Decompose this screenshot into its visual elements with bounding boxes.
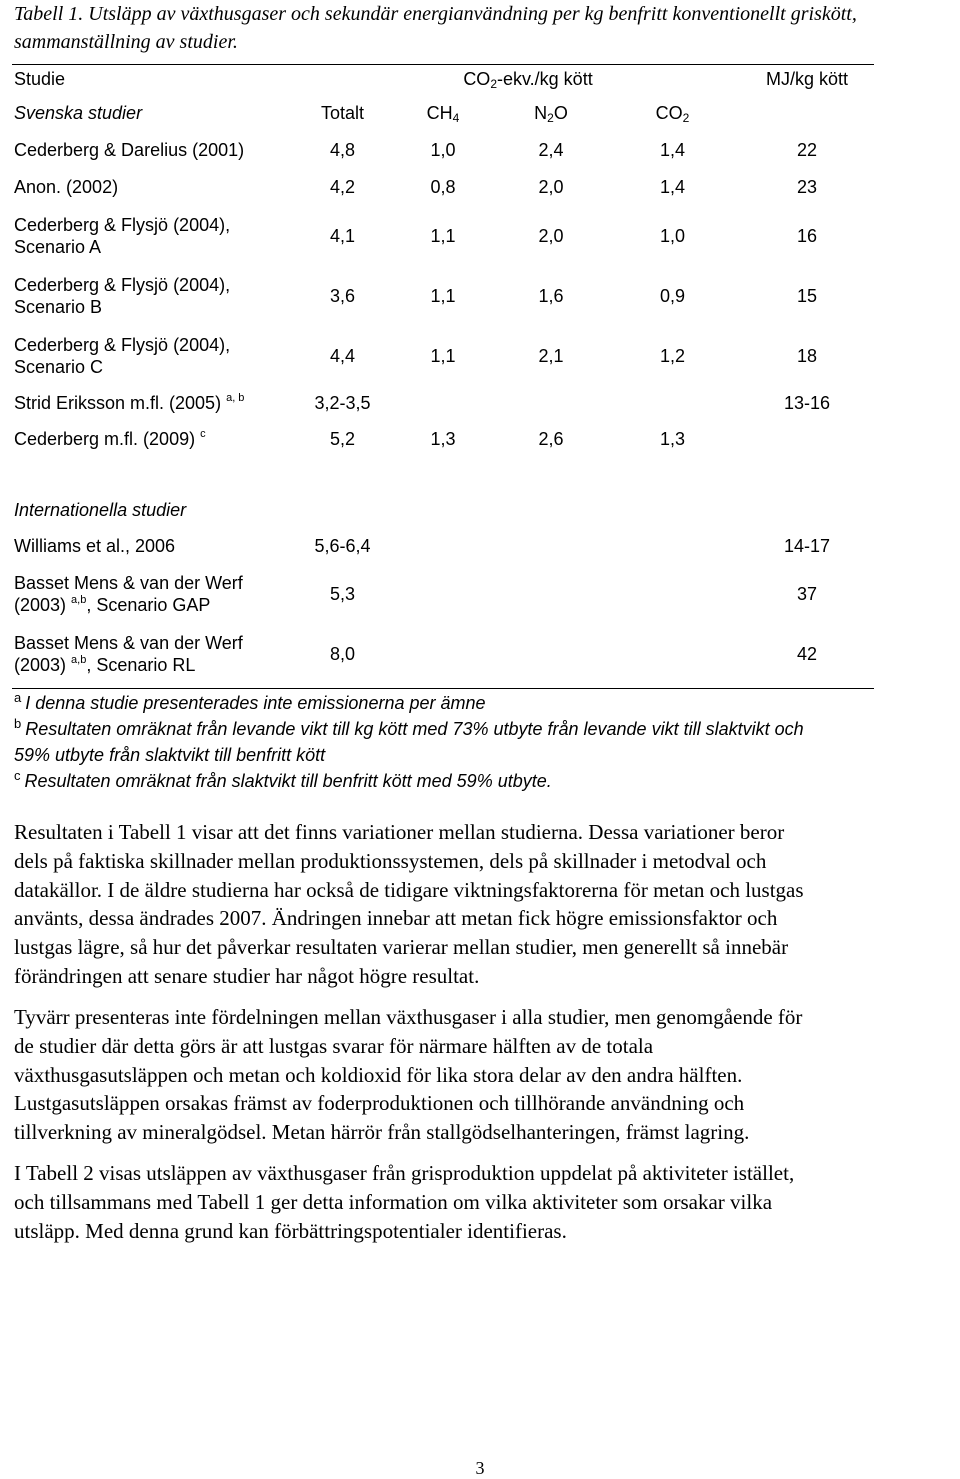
cell-ch4: 1,1 bbox=[430, 345, 456, 366]
cell-totalt: 5,6-6,4 bbox=[314, 535, 371, 556]
row-label: Cederberg & Flysjö (2004), Scenario A bbox=[14, 215, 231, 257]
group-row bbox=[14, 492, 874, 528]
page-number: 3 bbox=[475, 1458, 485, 1478]
header-co2ekv: $CO_2-ekv./kg$ kött bbox=[463, 68, 593, 91]
cell-totalt: 4,8 bbox=[329, 140, 356, 160]
col-totalt: Totalt bbox=[320, 102, 365, 123]
cell-totalt: 3,6 bbox=[329, 285, 356, 306]
paragraph-line: utsläpp. Med denna grund kan förbättringspotentialer identifieras. bbox=[14, 1218, 567, 1243]
table-row bbox=[14, 326, 874, 386]
header-mj: MJ/kg kött bbox=[766, 68, 849, 89]
table-header-row bbox=[14, 64, 874, 94]
paragraph-line: använts, dessa ändrades 2007. Ändringen innebar att metan fick högre emissionsfaktor och bbox=[14, 906, 778, 931]
table-row bbox=[14, 169, 874, 206]
cell-ch4: 1,3 bbox=[430, 428, 456, 449]
cell-co2: 1,3 bbox=[659, 428, 686, 449]
paragraph-line: de studier där detta görs är att lustgas svarar för närmare hälften av de totala bbox=[14, 1033, 654, 1058]
row-label: Cederberg & Darelius (2001) bbox=[14, 140, 245, 160]
footnote-a: $^a$ I denna studie presenterades inte emissionerna per ämne bbox=[14, 690, 486, 713]
cell-n2o: 2,6 bbox=[538, 428, 564, 449]
row-label: Anon. (2002) bbox=[14, 177, 119, 197]
row-label: Cederberg & Flysjö (2004), Scenario C bbox=[14, 335, 231, 377]
paragraph-line: Tyvärr presenteras inte fördelningen mellan växthusgaser i alla studier, men genomgående för bbox=[14, 1005, 803, 1029]
header-studie: Studie bbox=[14, 68, 66, 89]
table-row bbox=[14, 206, 874, 266]
paragraph-2 bbox=[14, 1003, 949, 1147]
footnote-b: $^b$ Resultaten omräknat från levande vikt till kg kött med 73% utbyte från levande vikt till slaktvikt och bbox=[14, 716, 804, 739]
paragraph-3 bbox=[14, 1159, 949, 1245]
cell-totalt: 5,3 bbox=[329, 583, 356, 604]
paragraph-line: I Tabell 2 visas utsläppen av växthusgaser från grisproduktion uppdelat på aktiviteter istället, bbox=[14, 1161, 795, 1185]
table-row bbox=[14, 420, 874, 458]
paragraph-line: Resultaten i Tabell 1 visar att det finns variationer mellan studierna. Dessa variationer beror bbox=[14, 820, 785, 844]
cell-co2: 1,4 bbox=[659, 140, 686, 160]
cell-n2o: 2,1 bbox=[538, 345, 564, 366]
emissions-table bbox=[14, 64, 874, 684]
cell-mj: 22 bbox=[797, 140, 818, 160]
footnote-b-cont: 59% utbyte från slaktvikt till benfritt kött bbox=[14, 745, 326, 765]
group-international: Internationella studier bbox=[14, 499, 187, 520]
row-label: Williams et al., 2006 bbox=[14, 535, 176, 556]
table-row bbox=[14, 132, 874, 169]
cell-n2o: 2,0 bbox=[538, 225, 564, 246]
cell-totalt: 5,2 bbox=[329, 428, 356, 449]
cell-ch4: 1,1 bbox=[430, 285, 456, 306]
cell-mj bbox=[740, 420, 874, 458]
table-row bbox=[14, 386, 874, 420]
table-row bbox=[14, 528, 874, 564]
cell-totalt: 4,2 bbox=[329, 177, 356, 197]
paragraph-line: förändringen att senare studier har något högre resultat. bbox=[14, 963, 480, 988]
table-caption: Tabell 1. Utsläpp av växthusgaser och sekundär energianvändning per kg benfritt konventionellt griskött, sammanställning av studier. bbox=[14, 3, 857, 53]
cell-co2: 1,4 bbox=[659, 177, 686, 197]
paragraph-line: tillverkning av mineralgödsel. Metan härrör från stallgödselhanteringen, främst lagring. bbox=[14, 1120, 750, 1145]
cell-mj: 13-16 bbox=[783, 392, 831, 413]
paragraph-line: dels på faktiska skillnader mellan produktionssystemen, dels på skillnader i metodval och bbox=[14, 848, 767, 873]
cell-co2: 0,9 bbox=[659, 285, 686, 306]
cell-ch4 bbox=[389, 386, 497, 420]
col-n2o: $N_2O$ bbox=[534, 102, 568, 125]
paragraph-line: och tillsammans med Tabell 1 ger detta information om vilka aktiviteter som orsakar vilka bbox=[14, 1189, 773, 1214]
cell-mj: 37 bbox=[797, 583, 818, 604]
cell-co2 bbox=[605, 386, 740, 420]
table-bottom-rule bbox=[12, 688, 874, 689]
group-swedish: Svenska studier bbox=[14, 102, 143, 123]
cell-ch4: 1,1 bbox=[430, 225, 456, 246]
col-ch4: $CH_4$ bbox=[426, 102, 460, 125]
paragraph-1 bbox=[14, 818, 949, 991]
table-footnotes bbox=[14, 690, 959, 794]
cell-co2: 1,2 bbox=[659, 345, 686, 366]
cell-mj: 14-17 bbox=[783, 535, 831, 556]
cell-totalt: 3,2-3,5 bbox=[314, 392, 371, 413]
paragraph-line: lustgas lägre, så hur det påverkar resultaten varierar mellan studier, men generellt så innebär bbox=[14, 935, 789, 960]
col-co2: $CO_2$ bbox=[655, 102, 690, 125]
footnote-c: $^c$ Resultaten omräknat från slaktvikt till benfritt kött med 59% utbyte. bbox=[14, 768, 552, 791]
cell-ch4: 1,0 bbox=[430, 140, 456, 160]
cell-mj: 42 bbox=[797, 643, 818, 664]
cell-n2o: 2,4 bbox=[538, 140, 564, 160]
table-row bbox=[14, 564, 874, 624]
cell-n2o: 1,6 bbox=[538, 285, 564, 306]
row-label: Basset Mens & van der Werf (2003) $^{a,b}$, Scenario GAP bbox=[14, 573, 243, 615]
paragraph-line: växthusgasutsläppen och metan och koldioxid för lika stora delar av den andra hälften. bbox=[14, 1062, 743, 1087]
cell-mj: 16 bbox=[797, 225, 818, 246]
row-label: Cederberg m.fl. (2009) $^c$ bbox=[14, 427, 206, 449]
cell-totalt: 4,1 bbox=[329, 225, 356, 246]
cell-mj: 18 bbox=[797, 345, 818, 366]
cell-ch4: 0,8 bbox=[430, 177, 456, 197]
cell-mj: 23 bbox=[797, 177, 818, 197]
cell-n2o bbox=[497, 386, 605, 420]
cell-totalt: 8,0 bbox=[329, 643, 356, 664]
row-label: Basset Mens & van der Werf (2003) $^{a,b}$, Scenario RL bbox=[14, 633, 243, 675]
cell-co2: 1,0 bbox=[659, 225, 686, 246]
paragraph-line: Lustgasutsläppen orsakas främst av foderproduktionen och tillhörande användning och bbox=[14, 1091, 745, 1116]
row-label: Cederberg & Flysjö (2004), Scenario B bbox=[14, 275, 231, 317]
row-label: Strid Eriksson m.fl. (2005) $^{a, b}$ bbox=[14, 391, 245, 413]
table-row bbox=[14, 266, 874, 326]
table-subheader-row bbox=[14, 94, 874, 132]
table-row bbox=[14, 624, 874, 684]
cell-totalt: 4,4 bbox=[329, 345, 356, 366]
cell-n2o: 2,0 bbox=[538, 177, 564, 197]
paragraph-line: datakällor. I de äldre studierna har också de tidigare viktningsfaktorerna för metan och lustgas bbox=[14, 877, 804, 902]
cell-mj: 15 bbox=[797, 285, 818, 306]
